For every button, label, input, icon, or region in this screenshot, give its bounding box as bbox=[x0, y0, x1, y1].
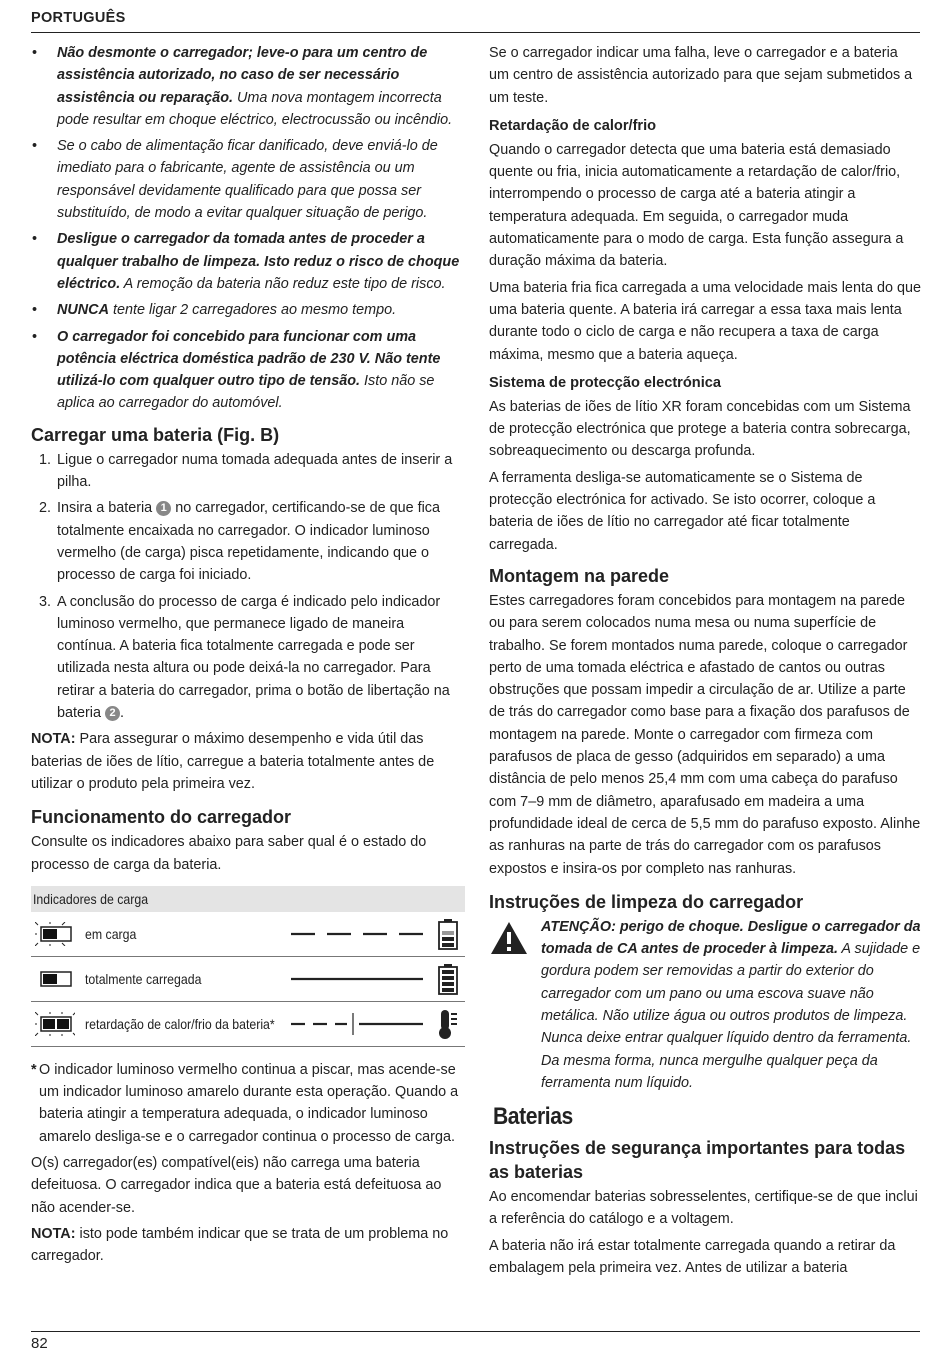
step-item bbox=[31, 449, 466, 494]
page-number: 82 bbox=[31, 1335, 48, 1352]
step-number: 3. bbox=[39, 593, 52, 610]
delay-paragraph: Quando o carregador detecta que uma bateria está demasiado quente ou fria, inicia automaticamente a retardação de calor/frio, interrompendo o processo de carga até a bateria atingir a temperatura adequada. Em seguida, o carregador muda automaticamente para o modo de carga. Esta função assegura a duração máxima da bateria. bbox=[489, 141, 904, 270]
bullet-item bbox=[31, 42, 466, 131]
note-label: NOTA: bbox=[31, 731, 76, 748]
step-number: 1. bbox=[39, 451, 52, 468]
bullet-text: tente ligar 2 carregadores ao mesmo tempo. bbox=[108, 302, 397, 319]
defective-text: O(s) carregador(es) compatível(eis) não carrega uma bateria defeituosa. O carregador indica que a bateria está defeituosa ao não acender-se. bbox=[31, 1154, 442, 1216]
bullet-text: Uma nova montagem incorrecta pode resultar em choque eléctrico, electrocussão ou incêndio. bbox=[57, 89, 453, 128]
note-text: isto pode também indicar que se trata de um problema no carregador. bbox=[31, 1225, 449, 1265]
left-column bbox=[31, 42, 466, 1271]
right-column bbox=[489, 42, 921, 1283]
protection-heading: Sistema de protecção electrónica bbox=[489, 374, 721, 391]
bullet-item bbox=[31, 135, 466, 224]
indicator-label: totalmente carregada bbox=[85, 970, 202, 987]
led-dual-icon bbox=[35, 1012, 75, 1036]
bullet-item bbox=[31, 228, 466, 295]
step-text: Ligue o carregador numa tomada adequada antes de inserir a pilha. bbox=[57, 451, 453, 491]
charge-steps bbox=[31, 449, 466, 725]
solid-signal-icon bbox=[289, 966, 427, 992]
operation-text: Consulte os indicadores abaixo para saber qual é o estado do processo de carga da bateria. bbox=[31, 834, 427, 873]
step-text: no carregador, certificando-se de que fica totalmente encaixada no carregador. O indicador luminoso vermelho (de carga) pisca repetidamente, indicando que o processo de carga foi iniciado. bbox=[57, 500, 440, 584]
warning-text: A sujidade e gordura podem ser removidas a partir do exterior do carregador com um pano ou uma escova suave não metálica. Não utilize água ou outros produtos de limpeza. Nunca deixe entrar qualquer líquido dentro da ferramenta. Da mesma forma, nunca mergulhe qualquer peça da ferramenta num líquido. bbox=[541, 941, 921, 1091]
cleaning-warning bbox=[489, 916, 921, 1094]
thermometer-icon bbox=[435, 1008, 461, 1040]
bullet-bold: Desligue o carregador da tomada antes de proceder a qualquer trabalho de limpeza. Isto reduz o risco de choque eléctrico. bbox=[57, 231, 460, 292]
header-rule bbox=[31, 32, 920, 33]
mixed-signal-icon bbox=[289, 1011, 427, 1037]
step-text: Insira a bateria bbox=[57, 500, 157, 517]
footnote-mark: * bbox=[31, 1061, 37, 1078]
battery-charging-icon bbox=[435, 918, 461, 950]
note-paragraph bbox=[31, 728, 466, 795]
indicator-row-charging bbox=[31, 912, 465, 957]
delay-paragraph: Uma bateria fria fica carregada a uma velocidade mais lenta do que uma bateria quente. A bateria irá carregar a essa taxa mais lenta durante todo o ciclo de carga e não recupera a taxa de carga máxima, mesmo que a bateria aqueça. bbox=[489, 279, 921, 363]
battery-full-icon bbox=[435, 963, 461, 995]
step-text: . bbox=[120, 705, 124, 722]
protection-paragraph: As baterias de iões de lítio XR foram concebidas com um Sistema de protecção electrónica que protege a bateria contra sobrecarga, sobreaquecimento ou descarga profunda. bbox=[489, 398, 911, 460]
operation-heading: Funcionamento do carregador bbox=[31, 807, 292, 828]
warning-bold: ATENÇÃO: perigo de choque. Desligue o carregador da tomada de CA antes de proceder à limpeza. bbox=[541, 918, 921, 958]
callout-badge: 2 bbox=[105, 706, 120, 721]
wall-mount-text: Estes carregadores foram concebidos para montagem na parede ou para serem colocados numa mesa ou numa superfície de trabalho. Se forem montados numa parede, coloque o carregador perto de uma tomada eléctrica e afastado de cantos ou outras obstruções que possam impedir a circulação de ar. Utilize a parte de trás do carregador como base para a fixação dos parafusos de montagem na parede. Monte o carregador com firmeza com parafusos de placa de gesso (adquiridos em separado) a uma distância de pelo menos 25,4 mm com uma cabeça do parafuso com 7–9 mm de diâmetro, aparafusado em madeira a uma profundidade ideal de cerca de 5,5 mm do parafuso exposto. Alinhe as ranhuras na parte de trás do carregador com os parafusos expostos e insira-os por completo nas ranhuras. bbox=[489, 592, 921, 877]
charge-heading: Carregar uma bateria (Fig. B) bbox=[31, 424, 280, 445]
bullet-item bbox=[31, 326, 466, 415]
battery-safety-heading: Instruções de segurança importantes para todas as baterias bbox=[489, 1138, 906, 1183]
callout-badge: 1 bbox=[156, 501, 171, 516]
indicator-row-full bbox=[31, 957, 465, 1002]
footnote-text: O indicador luminoso vermelho continua a piscar, mas acende-se um indicador luminoso amarelo durante esta operação. Quando a bateria atingir a temperatura adequada, o indicador luminoso amarelo desliga-se e o carregador continua o processo de carga. bbox=[39, 1061, 459, 1145]
batteries-section-title: Baterias bbox=[493, 1103, 573, 1131]
indicator-label: retardação de calor/frio da bateria* bbox=[85, 1015, 275, 1032]
step-item bbox=[31, 497, 466, 586]
step-item bbox=[31, 591, 466, 725]
bullet-item bbox=[31, 299, 466, 321]
intro-text: Se o carregador indicar uma falha, leve o carregador e a bateria um centro de assistência autorizado para que sejam submetidos a um teste. bbox=[489, 45, 913, 106]
bullet-text: Se o cabo de alimentação ficar danificado, deve enviá-lo de imediato para o fabricante, agente de assistência ou um responsável devidamente qualificado para que possa ser substituído, de modo a evitar qualquer situação de perigo. bbox=[57, 138, 438, 222]
step-text: A conclusão do processo de carga é indicado pelo indicador luminoso vermelho, que permanece ligado de maneira contínua. A bateria fica totalmente carregada e pode ser utilizada nesta altura ou pode deixá-la no carregador. Para retirar a bateria do carregador, prima o botão de libertação na bateria bbox=[57, 593, 450, 722]
cleaning-heading: Instruções de limpeza do carregador bbox=[489, 891, 804, 912]
note-text: Para assegurar o máximo desempenho e vida útil das baterias de iões de lítio, carregue a bateria totalmente antes de utilizar o produto pela primeira vez. bbox=[31, 731, 435, 792]
note-paragraph bbox=[31, 1223, 466, 1268]
footer-rule bbox=[31, 1331, 920, 1332]
indicator-label: em carga bbox=[85, 925, 137, 942]
wall-mount-heading: Montagem na parede bbox=[489, 565, 670, 586]
battery-safety-paragraph: Ao encomendar baterias sobresselentes, certifique-se de que inclui a referência do catálogo e a voltagem. bbox=[489, 1189, 918, 1228]
table-title: Indicadores de carga bbox=[31, 886, 465, 912]
bullet-text: A remoção da bateria não reduz este tipo de risco. bbox=[120, 275, 446, 292]
footnote bbox=[31, 1059, 466, 1148]
bullet-bold: Não desmonte o carregador; leve-o para um centro de assistência autorizado, no caso de ser necessário assistência ou reparação. bbox=[57, 45, 428, 106]
led-blinking-icon bbox=[35, 922, 75, 946]
led-solid-icon bbox=[35, 967, 75, 991]
battery-safety-paragraph: A bateria não irá estar totalmente carregada quando a retirar da embalagem pela primeira vez. Antes de utilizar a bateria bbox=[489, 1237, 896, 1277]
bullet-bold: NUNCA bbox=[57, 302, 109, 319]
warning-triangle-icon bbox=[489, 920, 529, 956]
step-number: 2. bbox=[39, 500, 52, 517]
bullet-text: Isto não se aplica ao carregador do automóvel. bbox=[57, 373, 435, 412]
bullet-bold: O carregador foi concebido para funcionar com uma potência eléctrica doméstica padrão de 230 V. Não tente utilizá-lo com qualquer outro tipo de tensão. bbox=[57, 328, 441, 390]
delay-heading: Retardação de calor/frio bbox=[489, 117, 657, 134]
indicator-row-thermal-delay bbox=[31, 1002, 465, 1047]
safety-bullets bbox=[31, 42, 466, 415]
dashed-signal-icon bbox=[289, 921, 427, 947]
note-label: NOTA: bbox=[31, 1225, 76, 1242]
charge-indicators-table bbox=[31, 886, 465, 1047]
protection-paragraph: A ferramenta desliga-se automaticamente se o Sistema de protecção electrónica for activado. Se isto ocorrer, coloque a bateria de iões de lítio no carregador até ficar totalmente carregada. bbox=[489, 469, 876, 553]
header-language: PORTUGUÊS bbox=[31, 10, 126, 26]
